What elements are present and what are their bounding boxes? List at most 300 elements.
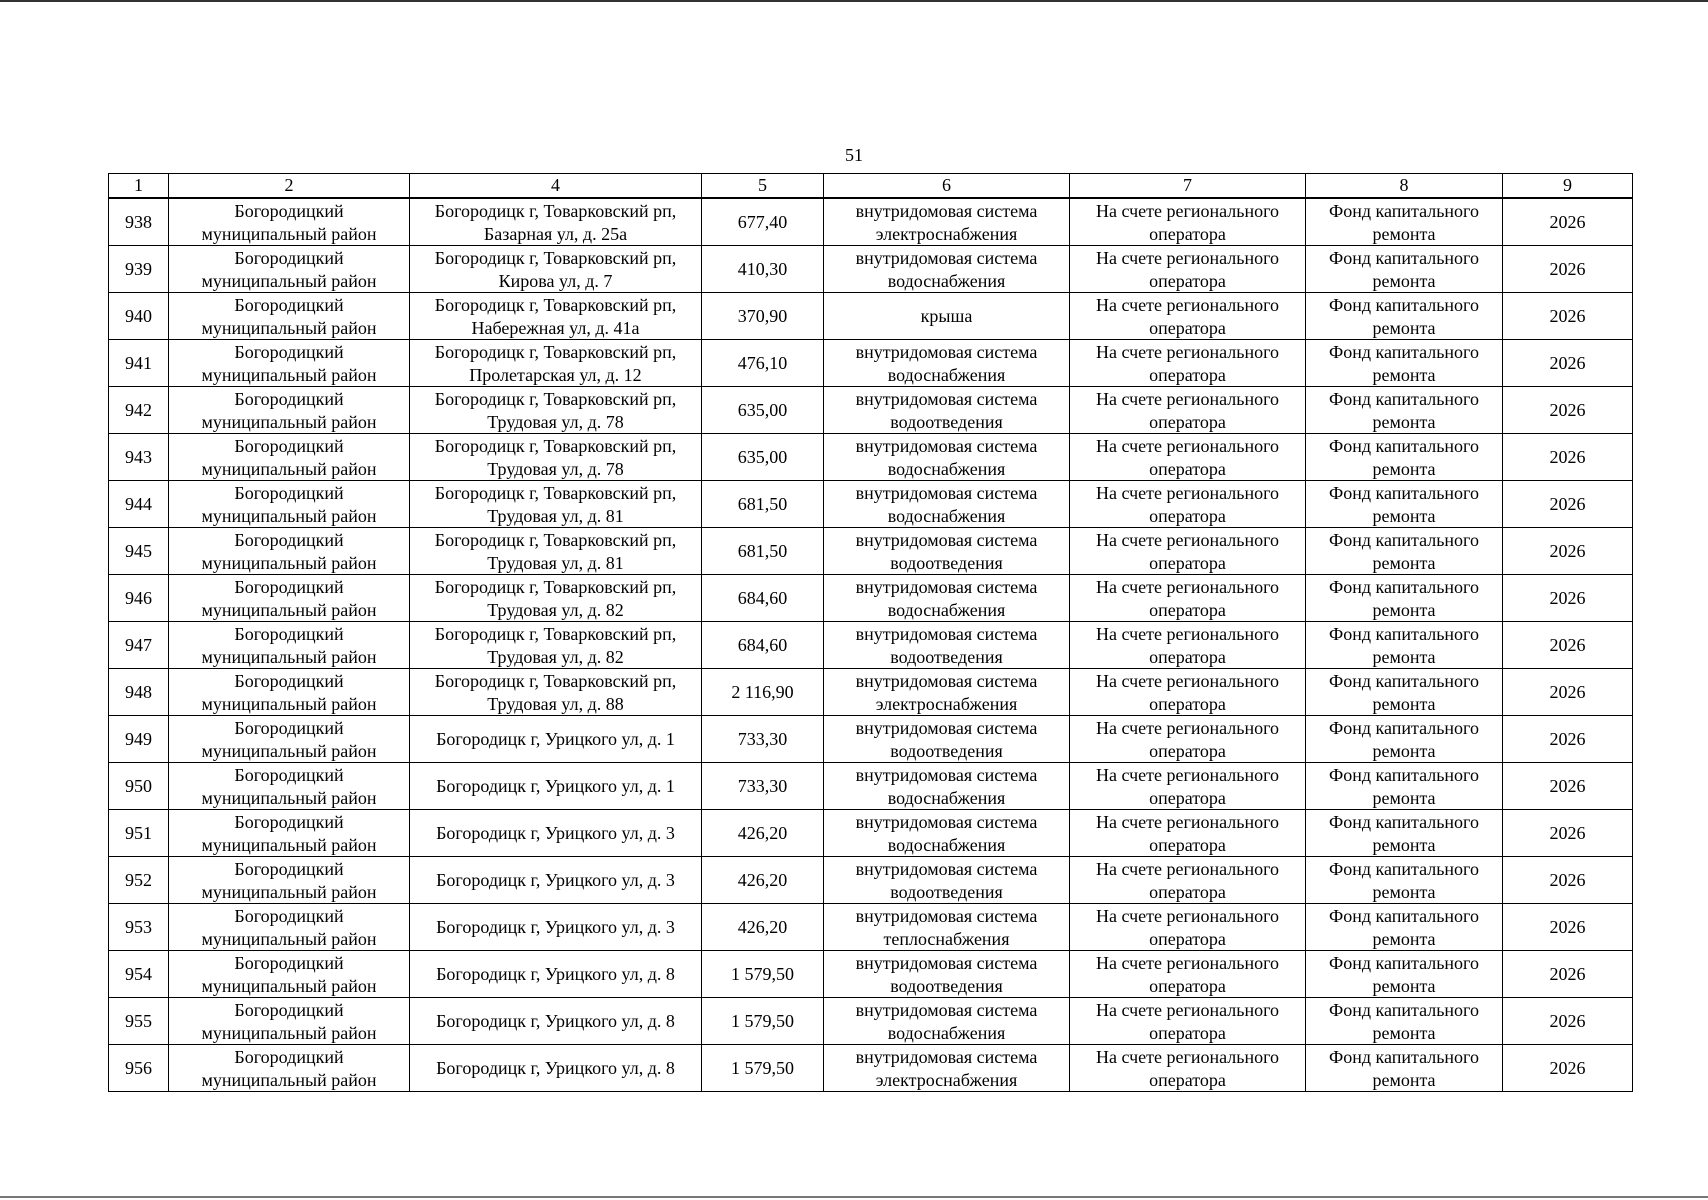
account-method-cell-line: оператора [1149,458,1226,479]
work-type-cell-line: водоснабжения [887,1022,1006,1043]
work-type-cell [824,293,1070,340]
year-cell: 2026 [1503,293,1633,340]
account-method-cell-line: На счете регионального [1095,811,1280,832]
district-cell-line: Богородицкий [234,529,344,550]
work-type-cell-line: внутридомовая система [855,623,1038,644]
address-cell-line: Трудовая ул, д. 81 [487,552,624,573]
address-cell-line: Богородицк г, Урицкого ул, д. 3 [436,822,675,843]
table-row [109,622,1633,669]
funding-source-cell-line: Фонд капитального [1329,670,1479,691]
district-cell-line: муниципальный район [201,223,377,244]
funding-source-cell-line: Фонд капитального [1329,1046,1479,1067]
row-number-cell: 947 [109,622,169,669]
cost-cell: 1 579,50 [702,1045,824,1092]
account-method-cell-line: оператора [1149,928,1226,949]
district-cell-line: Богородицкий [234,717,344,738]
work-type-cell-line: внутридомовая система [855,999,1038,1020]
address-cell-line: Пролетарская ул, д. 12 [469,364,642,385]
district-cell-line: Богородицкий [234,952,344,973]
account-method-cell-line: На счете регионального [1095,858,1280,879]
account-method-cell-line: На счете регионального [1095,670,1280,691]
district-cell [169,998,410,1045]
account-method-cell-line: оператора [1149,270,1226,291]
district-cell-line: Богородицкий [234,576,344,597]
work-type-cell-line: теплоснабжения [883,928,1010,949]
address-cell-line: Богородицк г, Товарковский рп, [434,294,677,315]
district-cell-line: Богородицкий [234,1046,344,1067]
address-cell-line: Трудовая ул, д. 82 [487,599,624,620]
work-type-cell-line: внутридомовая система [855,576,1038,597]
funding-source-cell-line: Фонд капитального [1329,952,1479,973]
funding-source-cell [1306,763,1503,810]
cost-cell: 635,00 [702,387,824,434]
work-type-cell-line: электроснабжения [875,223,1018,244]
work-type-cell-line: водоснабжения [887,834,1006,855]
account-method-cell-line: На счете регионального [1095,764,1280,785]
district-cell-line: муниципальный район [201,458,377,479]
account-method-cell [1070,857,1306,904]
funding-source-cell [1306,810,1503,857]
year-cell: 2026 [1503,246,1633,293]
funding-source-cell-line: ремонта [1372,505,1436,526]
work-type-cell [824,528,1070,575]
account-method-cell-line: На счете регионального [1095,999,1280,1020]
address-cell-line: Богородицк г, Урицкого ул, д. 1 [436,728,675,749]
account-method-cell-line: На счете регионального [1095,294,1280,315]
funding-source-cell-line: ремонта [1372,646,1436,667]
district-cell-line: Богородицкий [234,623,344,644]
district-cell-line: Богородицкий [234,247,344,268]
account-method-cell-line: На счете регионального [1095,529,1280,550]
address-cell [410,1045,702,1092]
row-number-cell: 949 [109,716,169,763]
row-number-cell: 953 [109,904,169,951]
column-header: 9 [1503,174,1633,199]
work-type-cell-line: внутридомовая система [855,247,1038,268]
district-cell-line: Богородицкий [234,811,344,832]
cost-cell: 1 579,50 [702,951,824,998]
funding-source-cell-line: ремонта [1372,270,1436,291]
account-method-cell-line: На счете регионального [1095,341,1280,362]
account-method-cell [1070,763,1306,810]
address-cell [410,716,702,763]
table-row [109,528,1633,575]
account-method-cell [1070,951,1306,998]
year-cell: 2026 [1503,857,1633,904]
district-cell [169,434,410,481]
district-cell-line: муниципальный район [201,364,377,385]
account-method-cell-line: оператора [1149,740,1226,761]
district-cell [169,528,410,575]
district-cell-line: муниципальный район [201,411,377,432]
row-number-cell: 952 [109,857,169,904]
funding-source-cell [1306,528,1503,575]
district-cell [169,387,410,434]
funding-source-cell-line: ремонта [1372,834,1436,855]
district-cell [169,1045,410,1092]
table-row [109,198,1633,246]
account-method-cell-line: На счете регионального [1095,623,1280,644]
address-cell-line: Богородицк г, Товарковский рп, [434,435,677,456]
funding-source-cell [1306,434,1503,481]
address-cell-line: Базарная ул, д. 25а [483,223,628,244]
work-type-cell-line: внутридомовая система [855,717,1038,738]
year-cell: 2026 [1503,998,1633,1045]
address-cell-line: Богородицк г, Урицкого ул, д. 1 [436,775,675,796]
table-body [109,174,1633,1092]
cost-cell: 681,50 [702,481,824,528]
district-cell-line: муниципальный район [201,834,377,855]
district-cell-line: Богородицкий [234,858,344,879]
table-row [109,575,1633,622]
district-cell-line: муниципальный район [201,1022,377,1043]
account-method-cell-line: На счете регионального [1095,200,1280,221]
work-type-cell-line: водоотведения [890,646,1003,667]
row-number-cell: 942 [109,387,169,434]
account-method-cell-line: оператора [1149,552,1226,573]
work-type-cell [824,904,1070,951]
funding-source-cell-line: Фонд капитального [1329,858,1479,879]
account-method-cell [1070,293,1306,340]
funding-source-cell-line: ремонта [1372,552,1436,573]
address-cell-line: Трудовая ул, д. 78 [487,458,624,479]
work-type-cell-line: водоснабжения [887,787,1006,808]
account-method-cell-line: оператора [1149,975,1226,996]
district-cell-line: муниципальный район [201,552,377,573]
work-type-cell [824,575,1070,622]
cost-cell: 677,40 [702,198,824,246]
row-number-cell: 941 [109,340,169,387]
work-type-cell-line: водоснабжения [887,364,1006,385]
year-cell: 2026 [1503,904,1633,951]
account-method-cell [1070,575,1306,622]
address-cell-line: Кирова ул, д. 7 [498,270,613,291]
column-number-row [109,174,1633,199]
work-type-cell-line: электроснабжения [875,1069,1018,1090]
work-type-cell [824,857,1070,904]
district-cell [169,904,410,951]
year-cell: 2026 [1503,198,1633,246]
account-method-cell [1070,340,1306,387]
repair-register-table [108,173,1633,1092]
account-method-cell [1070,528,1306,575]
district-cell-line: муниципальный район [201,317,377,338]
account-method-cell-line: На счете регионального [1095,482,1280,503]
row-number-cell: 945 [109,528,169,575]
table-row [109,387,1633,434]
funding-source-cell-line: Фонд капитального [1329,247,1479,268]
address-cell-line: Трудовая ул, д. 78 [487,411,624,432]
cost-cell: 370,90 [702,293,824,340]
account-method-cell [1070,198,1306,246]
year-cell: 2026 [1503,763,1633,810]
account-method-cell-line: оператора [1149,693,1226,714]
account-method-cell-line: оператора [1149,881,1226,902]
year-cell: 2026 [1503,951,1633,998]
address-cell [410,387,702,434]
account-method-cell [1070,622,1306,669]
work-type-cell [824,434,1070,481]
account-method-cell [1070,1045,1306,1092]
district-cell-line: муниципальный район [201,928,377,949]
account-method-cell [1070,998,1306,1045]
work-type-cell-line: внутридомовая система [855,952,1038,973]
work-type-cell-line: электроснабжения [875,693,1018,714]
work-type-cell-line: внутридомовая система [855,764,1038,785]
account-method-cell [1070,904,1306,951]
account-method-cell-line: оператора [1149,505,1226,526]
account-method-cell-line: На счете регионального [1095,905,1280,926]
table-row [109,340,1633,387]
funding-source-cell [1306,481,1503,528]
column-header: 2 [169,174,410,199]
row-number-cell: 950 [109,763,169,810]
page-number: 51 [845,145,863,165]
district-cell-line: муниципальный район [201,505,377,526]
address-cell-line: Богородицк г, Товарковский рп, [434,670,677,691]
year-cell: 2026 [1503,622,1633,669]
funding-source-cell-line: Фонд капитального [1329,717,1479,738]
district-cell [169,857,410,904]
table-row [109,481,1633,528]
year-cell: 2026 [1503,340,1633,387]
funding-source-cell-line: ремонта [1372,1022,1436,1043]
address-cell [410,246,702,293]
year-cell: 2026 [1503,434,1633,481]
funding-source-cell-line: ремонта [1372,317,1436,338]
work-type-cell-line: внутридомовая система [855,482,1038,503]
account-method-cell [1070,716,1306,763]
district-cell-line: Богородицкий [234,999,344,1020]
account-method-cell [1070,481,1306,528]
account-method-cell-line: оператора [1149,364,1226,385]
work-type-cell [824,951,1070,998]
funding-source-cell-line: Фонд капитального [1329,811,1479,832]
address-cell [410,810,702,857]
year-cell: 2026 [1503,387,1633,434]
column-header: 8 [1306,174,1503,199]
row-number-cell: 939 [109,246,169,293]
work-type-cell-line: внутридомовая система [855,670,1038,691]
year-cell: 2026 [1503,810,1633,857]
district-cell-line: Богородицкий [234,764,344,785]
account-method-cell [1070,434,1306,481]
work-type-cell [824,387,1070,434]
funding-source-cell-line: Фонд капитального [1329,435,1479,456]
table-row [109,434,1633,481]
district-cell [169,481,410,528]
account-method-cell-line: оператора [1149,599,1226,620]
work-type-cell-line: внутридомовая система [855,435,1038,456]
address-cell-line: Богородицк г, Урицкого ул, д. 8 [436,1010,675,1031]
year-cell: 2026 [1503,716,1633,763]
work-type-cell [824,669,1070,716]
work-type-cell-line: водоотведения [890,740,1003,761]
funding-source-cell-line: ремонта [1372,928,1436,949]
table-row [109,716,1633,763]
row-number-cell: 944 [109,481,169,528]
account-method-cell-line: оператора [1149,646,1226,667]
work-type-cell [824,481,1070,528]
address-cell [410,528,702,575]
page-top-edge [0,0,1708,2]
work-type-cell-line: водоотведения [890,411,1003,432]
funding-source-cell-line: ремонта [1372,975,1436,996]
district-cell [169,293,410,340]
cost-cell: 426,20 [702,857,824,904]
table-row [109,763,1633,810]
work-type-cell-line: водоотведения [890,552,1003,573]
account-method-cell-line: оператора [1149,787,1226,808]
column-header: 1 [109,174,169,199]
cost-cell: 2 116,90 [702,669,824,716]
work-type-cell-line: внутридомовая система [855,341,1038,362]
funding-source-cell-line: Фонд капитального [1329,999,1479,1020]
district-cell [169,575,410,622]
row-number-cell: 938 [109,198,169,246]
work-type-cell [824,716,1070,763]
account-method-cell-line: На счете регионального [1095,435,1280,456]
funding-source-cell [1306,293,1503,340]
account-method-cell-line: оператора [1149,317,1226,338]
year-cell: 2026 [1503,528,1633,575]
funding-source-cell-line: Фонд капитального [1329,200,1479,221]
district-cell-line: муниципальный район [201,1069,377,1090]
cost-cell: 426,20 [702,904,824,951]
cost-cell: 476,10 [702,340,824,387]
address-cell [410,622,702,669]
address-cell-line: Богородицк г, Товарковский рп, [434,200,677,221]
address-cell [410,293,702,340]
district-cell [169,198,410,246]
row-number-cell: 956 [109,1045,169,1092]
row-number-cell: 948 [109,669,169,716]
row-number-cell: 946 [109,575,169,622]
address-cell [410,904,702,951]
funding-source-cell-line: ремонта [1372,1069,1436,1090]
district-cell-line: муниципальный район [201,975,377,996]
district-cell-line: муниципальный район [201,599,377,620]
table-row [109,669,1633,716]
district-cell [169,340,410,387]
work-type-cell-line: внутридомовая система [855,200,1038,221]
district-cell [169,669,410,716]
address-cell-line: Богородицк г, Урицкого ул, д. 3 [436,916,675,937]
account-method-cell-line: оператора [1149,834,1226,855]
column-header: 5 [702,174,824,199]
column-header: 4 [410,174,702,199]
address-cell [410,340,702,387]
address-cell [410,198,702,246]
funding-source-cell-line: Фонд капитального [1329,341,1479,362]
funding-source-cell [1306,575,1503,622]
district-cell-line: Богородицкий [234,435,344,456]
table-row [109,951,1633,998]
district-cell-line: Богородицкий [234,482,344,503]
address-cell-line: Богородицк г, Урицкого ул, д. 8 [436,1057,675,1078]
district-cell [169,951,410,998]
cost-cell: 733,30 [702,763,824,810]
address-cell-line: Богородицк г, Товарковский рп, [434,623,677,644]
district-cell-line: Богородицкий [234,388,344,409]
funding-source-cell-line: Фонд капитального [1329,529,1479,550]
funding-source-cell [1306,669,1503,716]
work-type-cell-line: водоснабжения [887,458,1006,479]
year-cell: 2026 [1503,1045,1633,1092]
funding-source-cell [1306,1045,1503,1092]
district-cell-line: муниципальный район [201,270,377,291]
address-cell-line: Богородицк г, Товарковский рп, [434,341,677,362]
table-row [109,1045,1633,1092]
work-type-cell [824,198,1070,246]
account-method-cell-line: На счете регионального [1095,952,1280,973]
address-cell [410,763,702,810]
work-type-cell-line: внутридомовая система [855,529,1038,550]
address-cell [410,575,702,622]
address-cell [410,998,702,1045]
funding-source-cell-line: ремонта [1372,787,1436,808]
funding-source-cell [1306,340,1503,387]
address-cell [410,951,702,998]
funding-source-cell-line: ремонта [1372,693,1436,714]
district-cell-line: Богородицкий [234,905,344,926]
district-cell [169,763,410,810]
table-row [109,810,1633,857]
address-cell-line: Богородицк г, Урицкого ул, д. 3 [436,869,675,890]
address-cell-line: Богородицк г, Товарковский рп, [434,388,677,409]
cost-cell: 733,30 [702,716,824,763]
address-cell [410,857,702,904]
work-type-cell-line: водоотведения [890,975,1003,996]
address-cell-line: Трудовая ул, д. 82 [487,646,624,667]
work-type-cell-line: водоснабжения [887,599,1006,620]
funding-source-cell-line: ремонта [1372,223,1436,244]
cost-cell: 684,60 [702,622,824,669]
work-type-cell-line: внутридомовая система [855,811,1038,832]
district-cell-line: Богородицкий [234,200,344,221]
work-type-cell [824,810,1070,857]
table-row [109,293,1633,340]
cost-cell: 426,20 [702,810,824,857]
funding-source-cell-line: Фонд капитального [1329,388,1479,409]
address-cell [410,434,702,481]
funding-source-cell-line: Фонд капитального [1329,482,1479,503]
funding-source-cell-line: ремонта [1372,411,1436,432]
district-cell [169,246,410,293]
funding-source-cell [1306,716,1503,763]
funding-source-cell [1306,904,1503,951]
funding-source-cell-line: Фонд капитального [1329,764,1479,785]
account-method-cell [1070,669,1306,716]
address-cell-line: Богородицк г, Урицкого ул, д. 8 [436,963,675,984]
district-cell [169,716,410,763]
work-type-cell-line: внутридомовая система [855,905,1038,926]
address-cell-line: Богородицк г, Товарковский рп, [434,482,677,503]
work-type-cell [824,246,1070,293]
account-method-cell-line: оператора [1149,1069,1226,1090]
address-cell-line: Богородицк г, Товарковский рп, [434,529,677,550]
account-method-cell [1070,810,1306,857]
cost-cell: 1 579,50 [702,998,824,1045]
account-method-cell [1070,387,1306,434]
funding-source-cell-line: Фонд капитального [1329,905,1479,926]
funding-source-cell-line: ремонта [1372,881,1436,902]
row-number-cell: 954 [109,951,169,998]
funding-source-cell-line: ремонта [1372,364,1436,385]
row-number-cell: 951 [109,810,169,857]
table-row [109,857,1633,904]
district-cell-line: Богородицкий [234,341,344,362]
